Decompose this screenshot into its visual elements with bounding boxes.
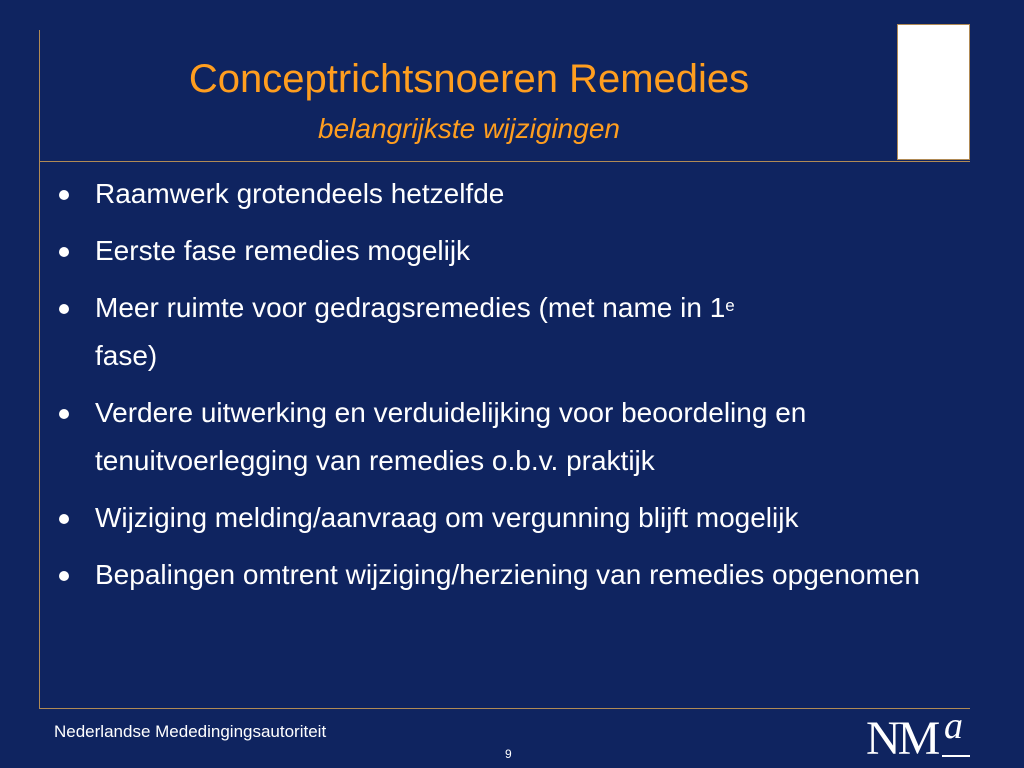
bullet-dot-icon [59,304,69,314]
bullet-dot-icon [59,571,69,581]
logo-underline [942,755,970,757]
logo-a-letter: a [944,705,963,747]
bullet-text: Verdere uitwerking en verduidelijking voor beoordeling en tenuitvoerlegging van remedies o.b.v. praktijk [95,397,807,476]
bullet-text-continuation: fase) [95,340,158,371]
bullet-dot-icon [59,247,69,257]
bullet-text: Raamwerk grotendeels hetzelfde [95,178,505,209]
bullet-dot-icon [59,409,69,419]
organization-name: Nederlandse Mededingingsautoriteit [54,722,327,741]
bullet-list [55,170,970,608]
nma-logo [866,705,974,765]
bullet-item [55,227,970,275]
slide-subtitle: belangrijkste wijzigingen [318,113,620,144]
logo-nm-text: NM [866,712,938,765]
bullet-text: Bepalingen omtrent wijziging/herziening van remedies opgenomen [95,559,920,590]
bullet-text: Wijziging melding/aanvraag om vergunning blijft mogelijk [95,502,799,533]
bullet-item [55,284,970,380]
slide-title: Conceptrichtsnoeren Remedies [188,57,750,101]
bullet-dot-icon [59,514,69,524]
bullet-dot-icon [59,190,69,200]
page-number: 9 [505,747,512,761]
bullet-text: Meer ruimte voor gedragsremedies (met name in 1 [95,292,726,323]
logo-placeholder-box [897,24,970,160]
bullet-item [55,551,970,599]
title-divider [39,161,970,162]
footer-divider [39,708,970,709]
bullet-item [55,494,970,542]
bullet-text: Eerste fase remedies mogelijk [95,235,471,266]
bullet-superscript: e [725,296,735,315]
bullet-item [55,170,970,218]
bullet-item [55,389,970,485]
